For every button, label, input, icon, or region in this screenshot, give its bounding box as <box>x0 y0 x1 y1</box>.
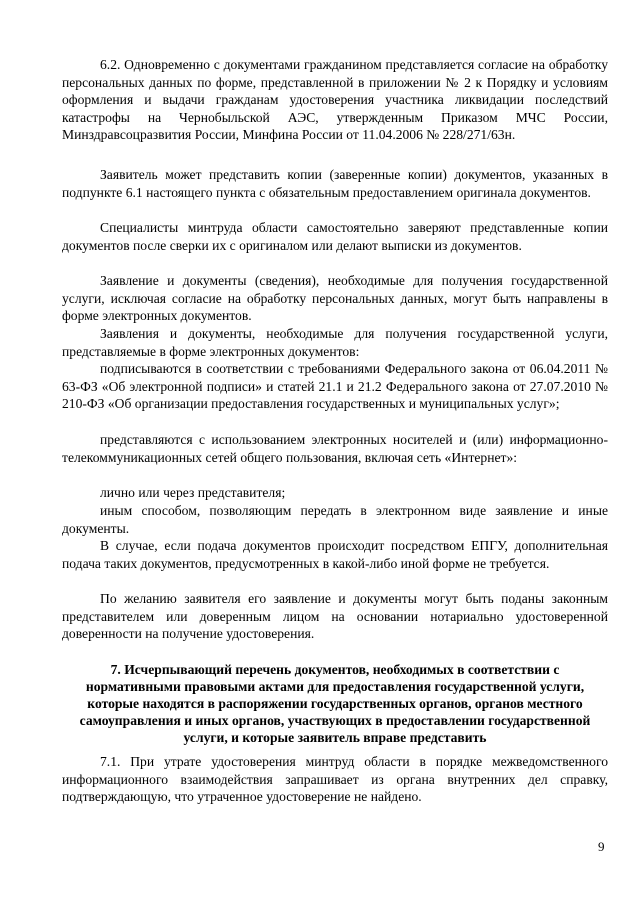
paragraph-6-2: 6.2. Одновременно с документами гражданином представляется согласие на обработку персональных данных по форме, представленной в приложении № 2 к Порядку и условиям оформления и выдачи гражданам удостоверения участника ликвидации последствий катастрофы на Чернобыльской АЭС, утвержденным Приказом МЧС России, Минздравсоцразвития России, Минфина России от 11.04.2006 № 228/271/63н. <box>62 57 608 143</box>
paragraph-electronic-submission: Заявление и документы (сведения), необходимые для получения государственной услуги, исключая согласие на обработку персональных данных, могут быть направлены в форме электронных документов. <box>62 273 608 324</box>
paragraph-signed: подписываются в соответствии с требованиями Федерального закона от 06.04.2011 № 63-ФЗ «Об электронной подписи» и статей 21.1 и 21.2 Федерального закона от 27.07.2010 № 210-ФЗ «Об организации предоставления государственных и муниципальных услуг»; <box>62 361 608 412</box>
paragraph-epgu: В случае, если подача документов происходит посредством ЕПГУ, дополнительная подача таких документов, предусмотренных в какой-либо иной форме не требуется. <box>62 538 608 571</box>
section-7-heading: 7. Исчерпывающий перечень документов, необходимых в соответствии с нормативными правовыми актами для предоставления государственной услуги, которые находятся в распоряжении государственных органов, органов местного самоуправления и иных органов, участвующих в предоставлении государственной услуги, и которые заявитель вправе представить <box>79 662 591 745</box>
paragraph-representative: По желанию заявителя его заявление и документы могут быть поданы законным представителем или доверенным лицом на основании нотариально удостоверенной доверенности на получение удостоверения. <box>62 591 608 642</box>
paragraph-in-person: лично или через представителя; <box>100 485 286 500</box>
paragraph-copies: Заявитель может представить копии (заверенные копии) документов, указанных в подпункте 6.1 настоящего пункта с обязательным предоставлением оригинала документов. <box>62 167 608 200</box>
paragraph-electronic-documents: Заявления и документы, необходимые для получения государственной услуги, представляемые в форме электронных документов: <box>62 326 608 359</box>
paragraph-7-1: 7.1. При утрате удостоверения минтруд области в порядке межведомственного информационного взаимодействия запрашивает из органа внутренних дел справку, подтверждающую, что утраченное удостоверение не найдено. <box>62 754 608 805</box>
page-number: 9 <box>598 839 605 854</box>
paragraph-specialists: Специалисты минтруда области самостоятельно заверяют представленные копии документов после сверки их с оригиналом или делают выписки из документов. <box>62 220 608 253</box>
paragraph-other-way: иным способом, позволяющим передать в электронном виде заявление и иные документы. <box>62 503 608 536</box>
paragraph-submitted-via: представляются с использованием электронных носителей и (или) информационно-телекоммуникационных сетей общего пользования, включая сеть «Интернет»: <box>62 432 608 465</box>
